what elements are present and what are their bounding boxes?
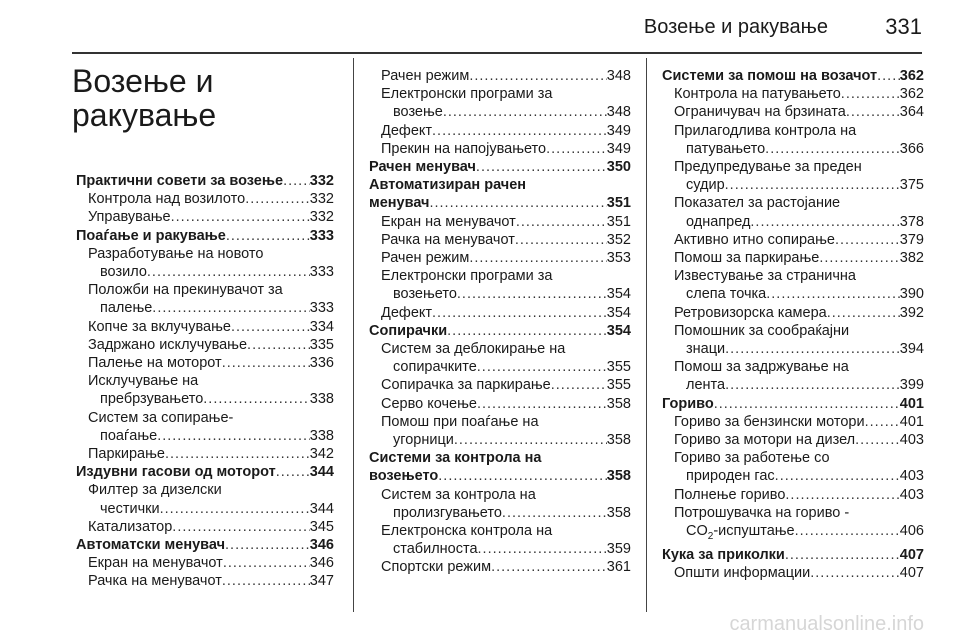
- toc-entry[interactable]: Издувни гасови од моторот ..... 344: [76, 463, 334, 481]
- toc-entry[interactable]: $CO_2$-испуштање ..... 406: [662, 522, 924, 546]
- toc-entry[interactable]: Општи информации ..... 407: [662, 564, 924, 582]
- watermark: carmanualsonline.info: [729, 613, 924, 635]
- toc-entry[interactable]: Гориво за бензински мотори ..... 401: [662, 413, 924, 431]
- toc-entry[interactable]: Рачен режим ..... 353: [369, 249, 631, 267]
- toc-entry-line: Систем за деблокирање на: [381, 341, 566, 358]
- toc-entry[interactable]: Контрола на патувањето ..... 362: [662, 85, 924, 103]
- toc-entry[interactable]: угорници ..... 358: [369, 431, 631, 449]
- toc-entry-line: Помошник за сообраќајни: [674, 322, 850, 339]
- page-number: 331: [885, 14, 922, 39]
- toc-entry-line: Предупредување за преден: [674, 159, 862, 176]
- toc-entry[interactable]: возењето ..... 354: [369, 285, 631, 303]
- toc-entry[interactable]: палење ..... 333: [76, 299, 334, 317]
- toc-entry[interactable]: Автоматски менувач ..... 346: [76, 536, 334, 554]
- toc-entry[interactable]: Управување ..... 332: [76, 208, 334, 226]
- toc-entry-line: Положби на прекинувачот за: [88, 282, 283, 299]
- toc-entry-line: Потрошувачка на гориво -: [674, 504, 850, 521]
- toc-entry-line: Известување за странична: [674, 268, 856, 285]
- toc-entry[interactable]: Практични совети за возење ..... 332: [76, 172, 334, 190]
- toc-entry[interactable]: Прекин на напојувањето ..... 349: [369, 140, 631, 158]
- toc-entry[interactable]: Екран на менувачот ..... 351: [369, 213, 631, 231]
- toc-entry[interactable]: Рачен режим ..... 348: [369, 67, 631, 85]
- toc-entry[interactable]: Системи за помош на возачот ..... 362: [662, 67, 924, 85]
- column-divider-left: [353, 58, 354, 612]
- toc-entry[interactable]: возењето ..... 358: [369, 467, 631, 485]
- column-divider-right: [646, 58, 647, 612]
- toc-entry-line: Автоматизиран рачен: [369, 177, 527, 194]
- toc-entry-line: Помош при поаѓање на: [381, 413, 539, 430]
- toc-entry[interactable]: возило ..... 333: [76, 263, 334, 281]
- toc-entry[interactable]: природен гас ..... 403: [662, 467, 924, 485]
- toc-entry[interactable]: Задржано исклучување ..... 335: [76, 336, 334, 354]
- toc-entry[interactable]: Полнење гориво ..... 403: [662, 486, 924, 504]
- toc-entry[interactable]: судир ..... 375: [662, 176, 924, 194]
- toc-entry[interactable]: слепа точка ..... 390: [662, 285, 924, 303]
- toc-entry[interactable]: Палење на моторот ..... 336: [76, 354, 334, 372]
- toc-entry[interactable]: Дефект ..... 354: [369, 304, 631, 322]
- toc-column-3: [662, 67, 924, 583]
- toc-entry[interactable]: Гориво ..... 401: [662, 395, 924, 413]
- toc-column-1: [76, 172, 334, 591]
- toc-entry[interactable]: Контрола над возилото ..... 332: [76, 190, 334, 208]
- toc-entry-line: Показател за растојание: [674, 195, 841, 212]
- toc-entry[interactable]: поаѓање ..... 338: [76, 427, 334, 445]
- chapter-title-line2: ракување: [72, 97, 217, 133]
- toc-column-2: [369, 67, 631, 577]
- toc-entry-line: Електронска контрола на: [381, 523, 553, 540]
- toc-entry[interactable]: Катализатор ..... 345: [76, 518, 334, 536]
- toc-entry[interactable]: Ретровизорска камера ..... 392: [662, 304, 924, 322]
- header-rule: [72, 52, 922, 54]
- toc-entry[interactable]: знаци ..... 394: [662, 340, 924, 358]
- toc-entry-line: Филтер за дизелски: [88, 482, 222, 499]
- toc-entry[interactable]: возење ..... 348: [369, 103, 631, 121]
- toc-entry[interactable]: сопирачките ..... 355: [369, 358, 631, 376]
- toc-entry[interactable]: честички ..... 344: [76, 500, 334, 518]
- toc-entry-line: Прилагодлива контрола на: [674, 122, 857, 139]
- toc-entry-line: Исклучување на: [88, 373, 199, 390]
- toc-entry[interactable]: Спортски режим ..... 361: [369, 558, 631, 576]
- toc-entry[interactable]: Рачка на менувачот ..... 352: [369, 231, 631, 249]
- toc-entry[interactable]: Рачка на менувачот ..... 347: [76, 572, 334, 590]
- toc-entry-line: Системи за контрола на: [369, 450, 542, 467]
- toc-entry[interactable]: лента ..... 399: [662, 376, 924, 394]
- toc-entry[interactable]: пролизгувањето ..... 358: [369, 504, 631, 522]
- chapter-title: [72, 64, 332, 132]
- toc-entry[interactable]: Сопирачки ..... 354: [369, 322, 631, 340]
- toc-entry[interactable]: Рачен менувач ..... 350: [369, 158, 631, 176]
- toc-entry[interactable]: Активно итно сопирање ..... 379: [662, 231, 924, 249]
- toc-entry[interactable]: пребрзувањето ..... 338: [76, 390, 334, 408]
- toc-entry[interactable]: Серво кочење ..... 358: [369, 395, 631, 413]
- page-header-title: Возење и ракување: [643, 16, 828, 38]
- toc-entry[interactable]: Поаѓање и ракување ..... 333: [76, 227, 334, 245]
- toc-entry-line: Систем за контрола на: [381, 486, 536, 503]
- toc-entry[interactable]: Гориво за мотори на дизел ..... 403: [662, 431, 924, 449]
- toc-entry[interactable]: менувач ..... 351: [369, 194, 631, 212]
- toc-entry-line: Електронски програми за: [381, 268, 553, 285]
- toc-entry[interactable]: Кука за приколки ..... 407: [662, 546, 924, 564]
- toc-entry[interactable]: патувањето ..... 366: [662, 140, 924, 158]
- toc-entry[interactable]: Сопирачка за паркирање ..... 355: [369, 376, 631, 394]
- toc-entry[interactable]: Копче за вклучување ..... 334: [76, 318, 334, 336]
- toc-entry[interactable]: стабилноста ..... 359: [369, 540, 631, 558]
- toc-entry-line: Помош за задржување на: [674, 359, 849, 376]
- toc-entry[interactable]: Паркирање ..... 342: [76, 445, 334, 463]
- toc-entry-line: Електронски програми за: [381, 86, 553, 103]
- toc-entry[interactable]: Дефект ..... 349: [369, 122, 631, 140]
- toc-entry-line: Систем за сопирање-: [88, 409, 234, 426]
- toc-entry-line: Разработување на новото: [88, 245, 264, 262]
- toc-entry[interactable]: Екран на менувачот ..... 346: [76, 554, 334, 572]
- toc-entry-line: Гориво за работење со: [674, 450, 830, 467]
- toc-entry[interactable]: Помош за паркирање ..... 382: [662, 249, 924, 267]
- toc-entry[interactable]: однапред ..... 378: [662, 213, 924, 231]
- toc-entry[interactable]: Ограничувач на брзината ..... 364: [662, 103, 924, 121]
- chapter-title-line1: Возење и: [72, 63, 214, 99]
